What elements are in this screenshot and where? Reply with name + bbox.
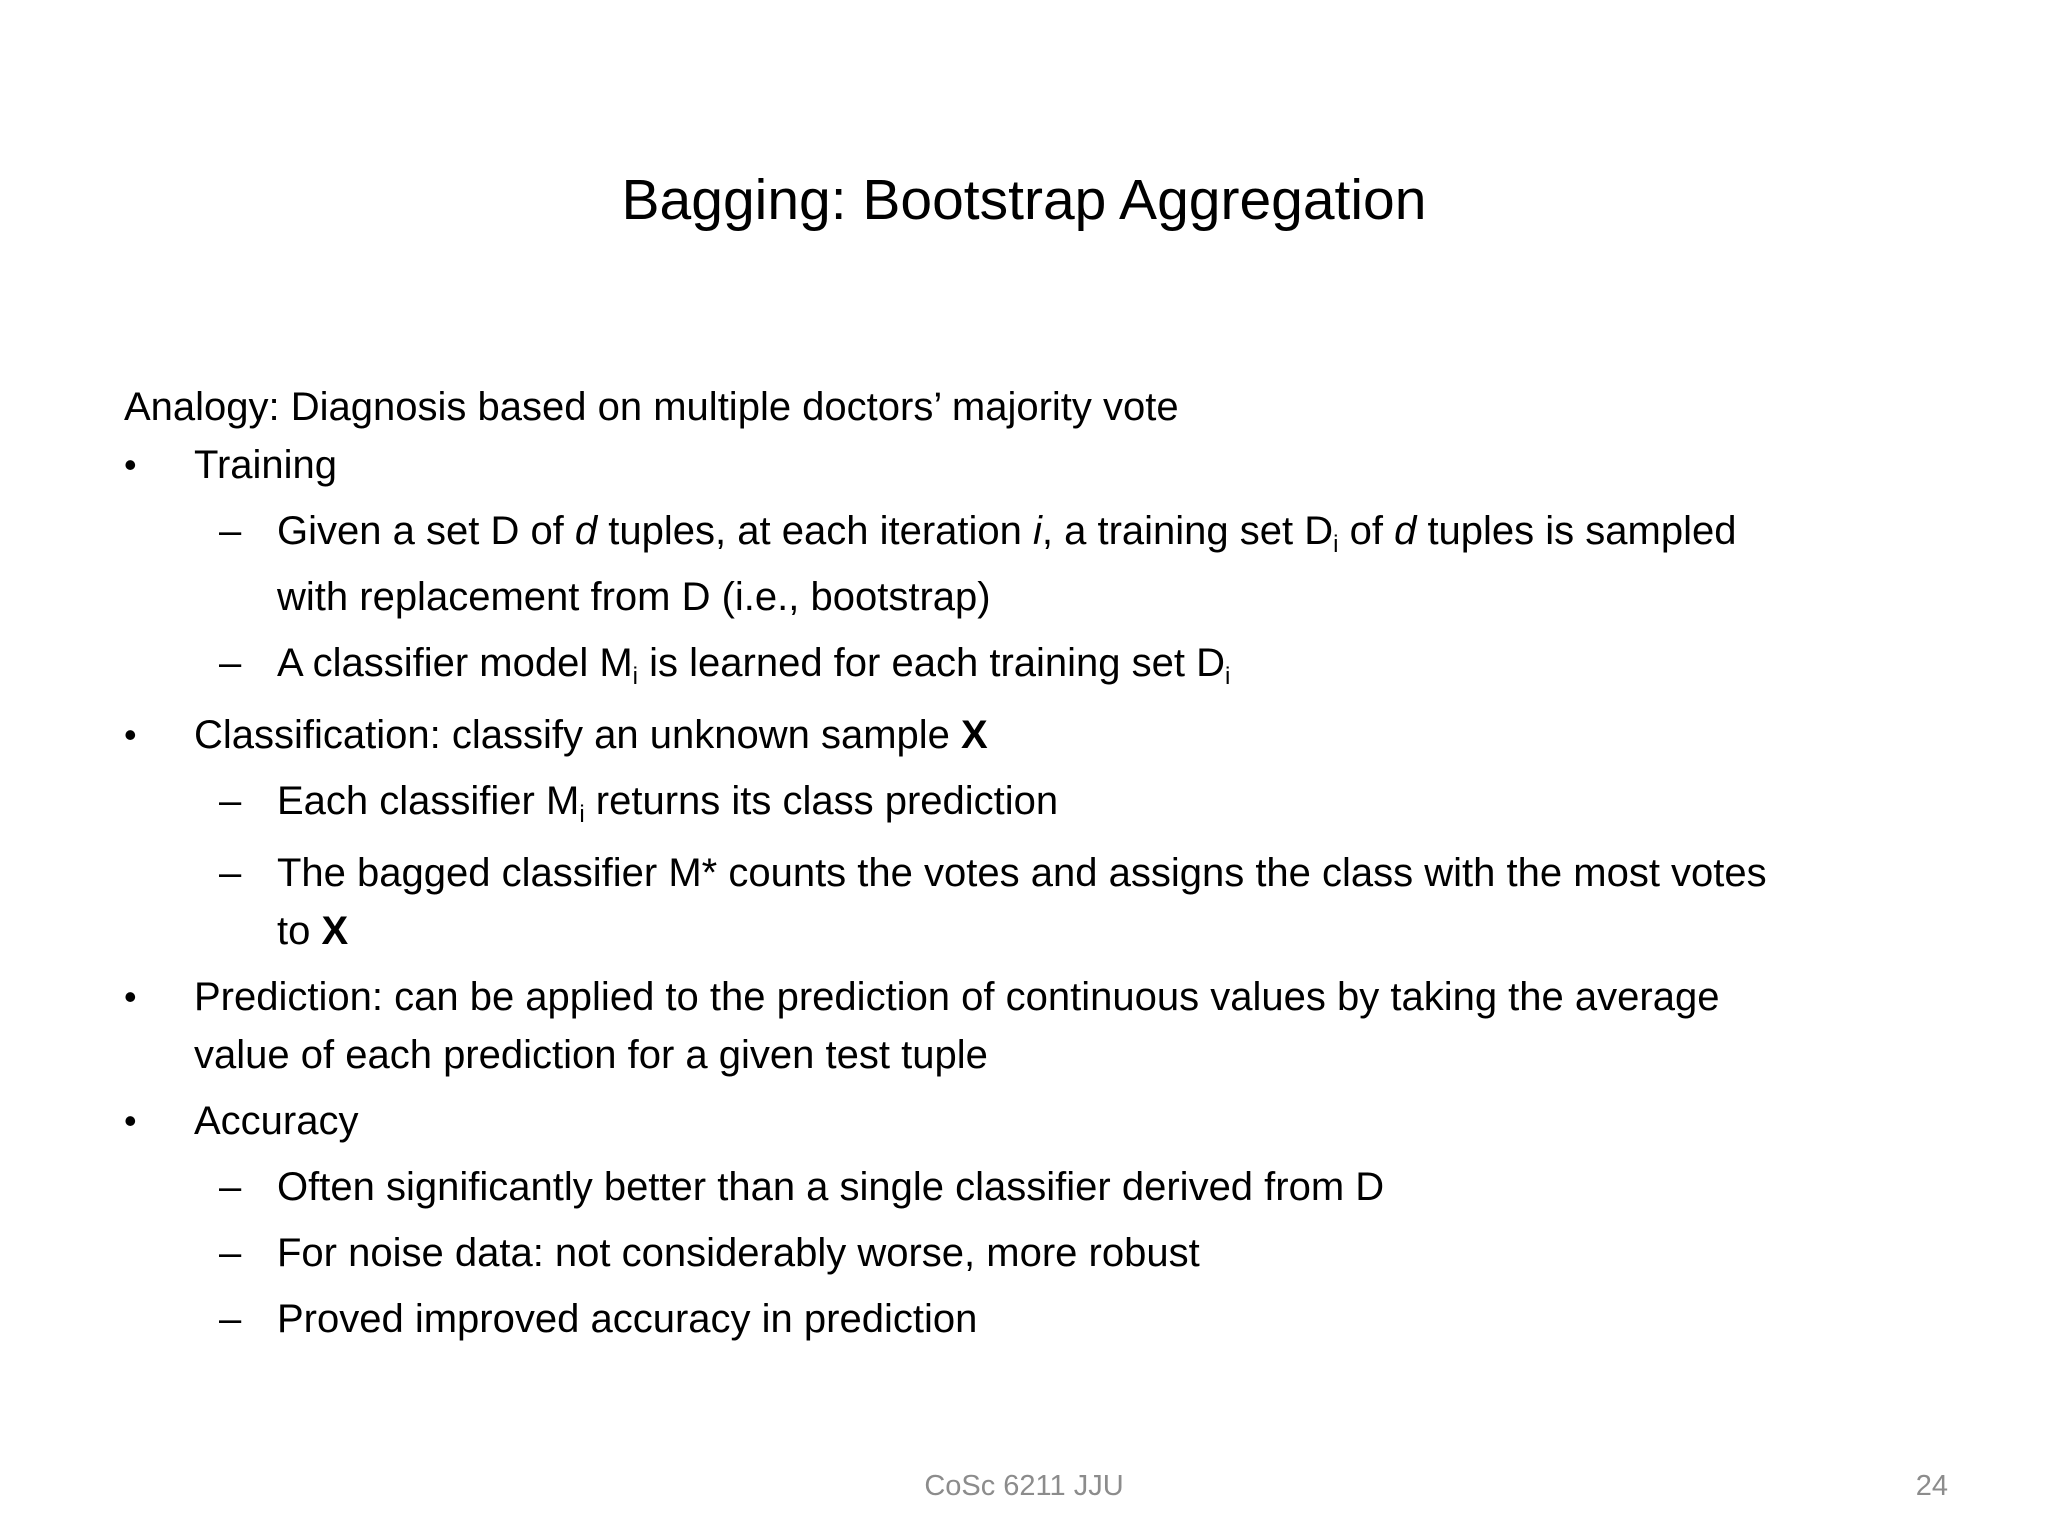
text-segment: For noise data: not considerably worse, more robust [277,1231,1200,1275]
classification-item-2-continued [124,902,1944,960]
bullet-accuracy [124,1092,1944,1150]
dash-marker: – [219,1165,242,1209]
accuracy-item-2 [124,1224,1944,1282]
dash-marker: – [219,1231,242,1275]
bullet-marker: • [124,714,137,755]
slide-body [124,378,1944,1348]
classification-item-1 [124,772,1944,830]
bold-x: X [961,713,988,757]
subscript-i: i [1225,663,1231,690]
subscript-i: i [579,801,585,828]
bullet-marker: • [124,444,137,485]
text-segment: of [1338,509,1395,553]
bullet-text: Training [194,443,338,487]
bullet-prediction [124,968,1944,1026]
footer-page-number: 24 [1915,1470,1948,1502]
bullet-text: Accuracy [194,1099,359,1143]
slide-title: Bagging: Bootstrap Aggregation [621,168,1427,232]
italic-d: d [1394,509,1417,553]
text-segment: , a training set D [1041,509,1334,553]
accuracy-item-3 [124,1290,1944,1348]
text-segment: tuples is sampled [1416,509,1737,553]
text-segment: Each classifier M [277,779,580,823]
text-segment: Proved improved accuracy in prediction [277,1297,978,1341]
bullet-text: Prediction: can be applied to the prediction of continuous values by taking the average [194,975,1720,1019]
subscript-i: i [1333,531,1339,558]
text-segment: Often significantly better than a single classifier derived from D [277,1165,1385,1209]
training-item-2 [124,634,1944,692]
analogy-line: Analogy: Diagnosis based on multiple doctors’ majority vote [124,385,1179,429]
italic-i: i [1033,509,1042,553]
text-segment: tuples, at each iteration [597,509,1033,553]
text-segment: to [277,909,322,953]
dash-marker: – [219,509,242,553]
bullet-marker: • [124,976,137,1017]
bullet-text: Classification: classify an unknown sample [194,713,962,757]
text-segment: The bagged classifier M* counts the votes and assigns the class with the most votes [277,851,1767,895]
italic-d: d [574,509,598,553]
bullet-prediction-continued: value of each prediction for a given test tuple [194,1033,988,1077]
dash-marker: – [219,779,242,823]
training-item-1-continued: with replacement from D (i.e., bootstrap) [277,575,991,619]
dash-marker: – [219,851,242,895]
bullet-training [124,436,1944,494]
training-item-1 [124,502,1944,560]
text-segment: is learned for each training set D [638,641,1225,685]
bullet-marker: • [124,1100,137,1141]
subscript-i: i [632,663,639,690]
dash-marker: – [219,641,242,685]
classification-item-2 [124,844,1944,902]
footer-course: CoSc 6211 JJU [924,1470,1124,1502]
accuracy-item-1 [124,1158,1944,1216]
text-segment: A classifier model M [277,641,633,685]
text-segment: returns its class prediction [584,779,1059,823]
text-segment: Given a set D of [277,509,575,553]
dash-marker: – [219,1297,242,1341]
bullet-classification [124,706,1944,764]
bold-x: X [321,909,349,953]
